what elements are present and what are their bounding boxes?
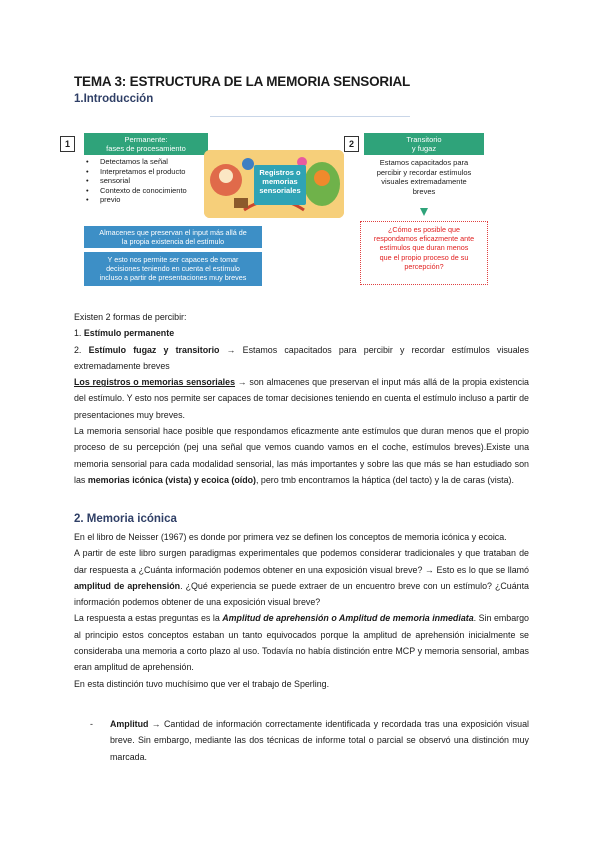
item-transitory <box>74 342 529 375</box>
paragraph-text: . Sin embargo al principio estos conceptos estaban un tanto equivocados porque la amplitud de aprehensión inicialmente se consideraba una memoria a corto plazo al uso. Todavía no había distinción entre MCP y memoria sensorial, ambas eran amplitud de aprehensión. <box>74 613 529 673</box>
amplitude-description: → Cantidad de información correctamente identificada y recordada tras una exposición visual breve. Sin embargo, mediante las dos técnicas de informe total o parcial se observó una distinción muy marcada. <box>110 719 529 762</box>
paragraph-emphasis: amplitud de aprehensión <box>74 580 181 591</box>
question-box <box>360 221 488 285</box>
text-line: Estamos capacitados para <box>379 158 469 167</box>
sensory-registers-label <box>254 165 306 205</box>
bar-line: la propia existencia del estímulo <box>121 237 225 246</box>
list-item: • Contexto de conocimiento <box>86 186 187 196</box>
permanent-box-line: Permanente: <box>124 135 168 144</box>
bar-line: Y esto nos permite ser capaces de tomar <box>107 255 239 264</box>
processing-phases-list <box>86 157 187 205</box>
paragraph-text: La memoria sensorial hace posible que respondamos eficazmente ante estímulos que duran menos que el propio proceso de su percepción (pej una señal que vemos cuando vamos en el coche, estímulos breves).Existe una memoria sensorial para cada modalidad sensorial, las más importantes y sobre las que más se han estudiado son las <box>74 426 529 485</box>
section-heading-introduccion: 1.Introducción <box>74 93 154 105</box>
paragraph-emphasis: memorias icónica (vista) y ecoica (oído) <box>87 474 256 485</box>
registers-description: → son almacenes que preservan el input más allá de la propia existencia del estímulo. Y esto nos permite ser capaces de tomar decisiones teniendo en cuenta el estímulo incluso a partir de presentaciones muy breves. <box>74 377 529 420</box>
heading-divider <box>210 116 410 117</box>
question-line: respondamos eficazmente ante <box>373 234 475 244</box>
paradigms-paragraph <box>74 545 529 610</box>
paragraph-emphasis: Amplitud de aprehensión o Amplitud de memoria inmediata <box>222 613 474 624</box>
registers-term: Los registros o memorias sensoriales <box>74 377 236 388</box>
transitory-box-line: y fugaz <box>411 144 437 153</box>
list-item-continuation: previo <box>100 195 121 204</box>
question-line: ¿Cómo es posible que <box>388 225 460 234</box>
question-line: estímulos que duran menos <box>379 243 469 253</box>
section-heading-memoria-iconica: 2. Memoria icónica <box>74 513 177 525</box>
bar-line: incluso a partir de presentaciones muy breves <box>99 273 247 282</box>
list-item: • Interpretamos el producto <box>86 167 187 177</box>
intro-line: Existen 2 formas de percibir: <box>74 312 187 322</box>
diagram-number-2: 2 <box>344 136 359 152</box>
question-line: que el propio proceso de su <box>379 252 469 262</box>
neisser-paragraph: En el libro de Neisser (1967) es donde por primera vez se definen los conceptos de memoria icónica y ecoica. <box>74 532 507 542</box>
transitory-box <box>364 133 484 155</box>
item-number: 1. <box>74 328 84 339</box>
amplitude-paragraph <box>110 716 529 765</box>
item-number: 2. <box>74 344 89 355</box>
decisions-bar <box>84 252 262 286</box>
page-title: TEMA 3: ESTRUCTURA DE LA MEMORIA SENSORIAL <box>74 74 411 89</box>
list-item <box>86 176 187 186</box>
label-line: memorias <box>262 177 298 186</box>
permanent-box-line: fases de procesamiento <box>106 144 186 153</box>
question-line: percepción? <box>404 261 444 271</box>
brief-stimuli-text <box>368 158 480 196</box>
label-line: Registros o <box>259 168 301 177</box>
label-line: sensoriales <box>259 186 301 195</box>
transitory-box-line: Transitorio <box>406 135 442 144</box>
item-description: → Estamos capacitados para percibir y recordar estímulos visuales extremadamente breves <box>74 344 529 371</box>
list-dash: - <box>90 719 93 729</box>
list-item: • Detectamos la señal <box>86 157 187 167</box>
bar-line: decisiones teniendo en cuenta el estímulo <box>106 264 240 273</box>
amplitude-term: Amplitud <box>110 719 149 729</box>
iconic-memory-text-block <box>74 529 529 692</box>
down-arrow-icon <box>420 208 428 216</box>
list-item <box>86 195 187 205</box>
item-label: Estímulo fugaz y transitorio <box>88 344 220 355</box>
sensory-memory-paragraph <box>74 423 529 488</box>
text-line: percibir y recordar estímulos <box>376 167 472 177</box>
registers-paragraph <box>74 374 529 423</box>
text-line: visuales extremadamente <box>381 177 467 186</box>
intro-text-block <box>74 309 529 488</box>
list-item-continuation: sensorial <box>100 176 131 185</box>
stores-definition-bar <box>84 226 262 248</box>
item-label: Estímulo permanente <box>83 328 175 339</box>
answer-paragraph <box>74 610 529 675</box>
text-line: breves <box>412 186 436 196</box>
bar-line: Almacenes que preservan el input más allá de <box>99 228 247 237</box>
paragraph-text: La respuesta a estas preguntas es la <box>74 613 223 624</box>
paragraph-text: A partir de este libro surgen paradigmas experimentales que podemos considerar tradicionales y que trataban de dar respuesta a ¿Cuánta información podemos obtener en una exposición visual breve? → Esto es lo que se llamó <box>74 548 529 575</box>
amplitude-definition <box>110 716 529 765</box>
paragraph-text: , pero tmb encontramos la háptica (del tacto) y la de caras (vista). <box>256 474 514 485</box>
item-permanent <box>74 325 529 341</box>
permanent-box <box>84 133 208 155</box>
sperling-paragraph: En esta distinción tuvo muchísimo que ver el trabajo de Sperling. <box>74 678 330 689</box>
diagram-number-1: 1 <box>60 136 75 152</box>
paragraph-text: . ¿Qué experiencia se puede extraer de un encuentro breve con un estímulo? ¿Cuánta información podemos obtener de una exposición visual breve? <box>74 580 529 608</box>
